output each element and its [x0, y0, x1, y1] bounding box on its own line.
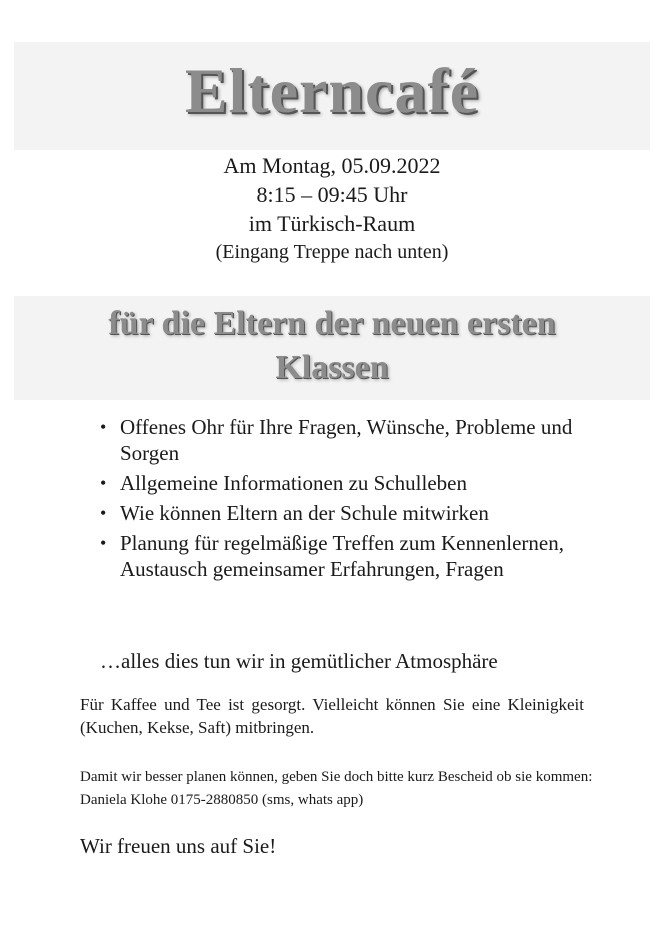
topic-list — [100, 414, 620, 586]
list-item-text: Allgemeine Informationen zu Schulleben — [120, 471, 467, 495]
atmosphere-line: …alles dies tun wir in gemütlicher Atmosphäre — [100, 649, 498, 673]
coffee-paragraph: Für Kaffee und Tee ist gesorgt. Vielleicht können Sie eine Kleinigkeit (Kuchen, Kekse, Saft) mitbringen. — [80, 695, 584, 737]
page-title: Elterncafé — [184, 55, 480, 126]
event-room: im Türkisch-Raum — [248, 211, 416, 236]
audience-heading — [0, 302, 664, 390]
contact-paragraph: Damit wir besser planen können, geben Sie doch bitte kurz Bescheid ob sie kommen: Daniela Klohe 0175-2880850 (sms, whats app) — [80, 769, 593, 808]
audience-line-2: Klassen — [275, 349, 389, 386]
audience-line-1: für die Eltern der neuen ersten — [108, 305, 556, 342]
bullet-icon: • — [100, 533, 107, 553]
event-date: Am Montag, 05.09.2022 — [223, 153, 441, 178]
list-item-text: Planung für regelmäßige Treffen zum Kennenlernen, Austausch gemeinsamer Erfahrungen, Fragen — [120, 531, 564, 581]
bullet-icon: • — [100, 503, 107, 523]
list-item-text: Wie können Eltern an der Schule mitwirken — [120, 501, 489, 525]
list-item — [100, 414, 620, 466]
list-item-text: Offenes Ohr für Ihre Fragen, Wünsche, Probleme und Sorgen — [120, 415, 573, 465]
bullet-icon: • — [100, 473, 107, 493]
list-item — [100, 530, 620, 582]
list-item — [100, 500, 620, 526]
event-entrance: (Eingang Treppe nach unten) — [215, 241, 449, 263]
event-time: 8:15 – 09:45 Uhr — [256, 182, 408, 207]
list-item — [100, 470, 620, 496]
bullet-icon: • — [100, 417, 107, 437]
event-details — [0, 151, 664, 267]
closing-line: Wir freuen uns auf Sie! — [80, 834, 277, 858]
